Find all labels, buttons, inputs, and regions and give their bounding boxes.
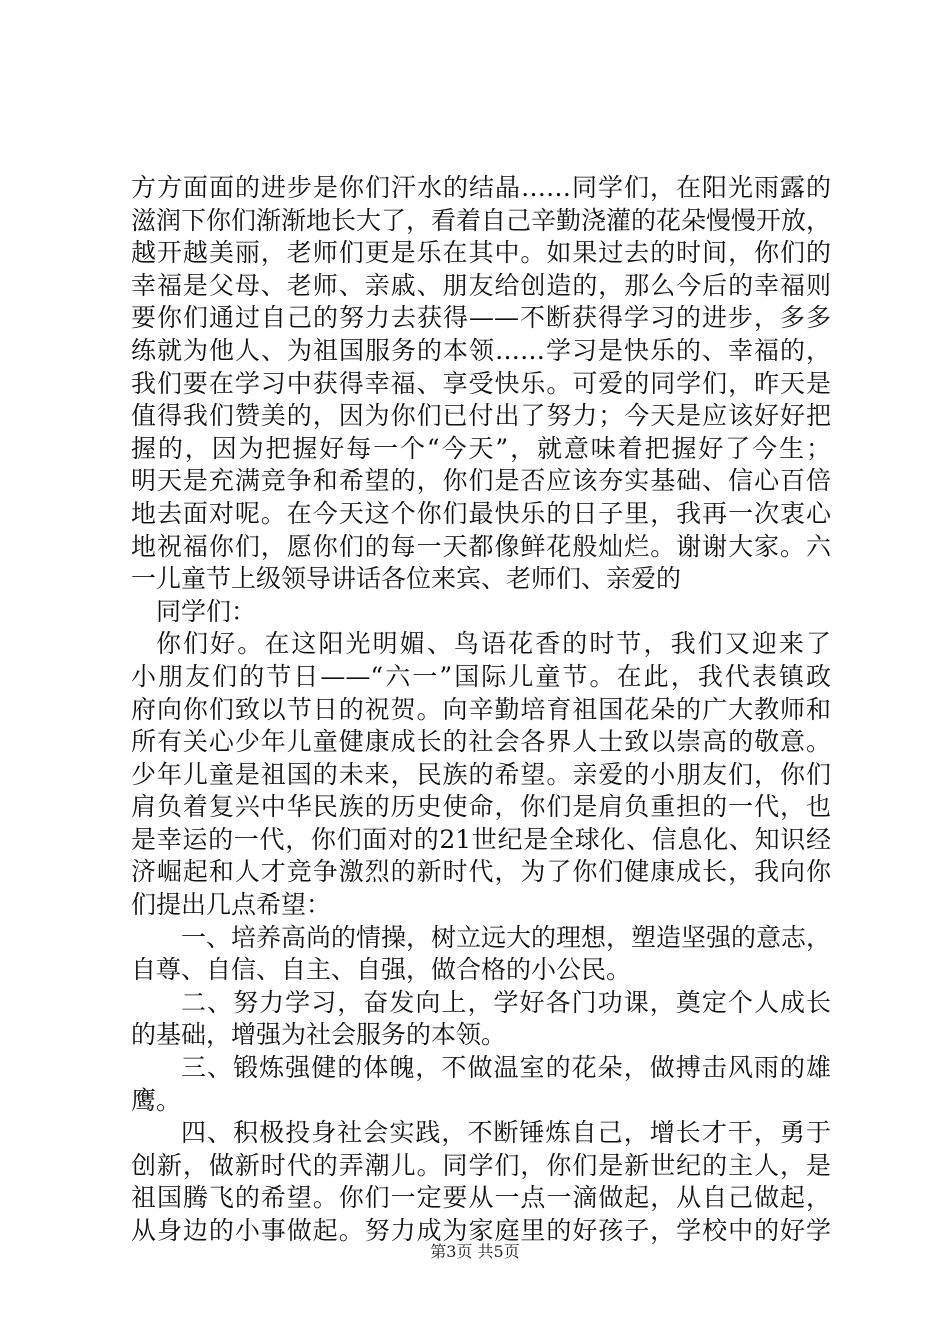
text-line: 济崛起和人才竞争激烈的新时代，为了你们健康成长，我向你 (131, 857, 831, 887)
text-line: 创新，做新时代的弄潮儿。同学们，你们是新世纪的主人，是 (131, 1150, 831, 1180)
text-line: 一、培养高尚的情操，树立远大的理想，塑造坚强的意志， (181, 922, 831, 952)
text-line: 地祝福你们，愿你们的每一天都像鲜花般灿烂。谢谢大家。六 (131, 531, 831, 561)
text-line: 你们好。在这阳光明媚、鸟语花香的时节，我们又迎来了 (156, 629, 831, 659)
text-line: 越开越美丽，老师们更是乐在其中。如果过去的时间，你们的 (131, 238, 831, 268)
text-line: 明天是充满竞争和希望的，你们是否应该夯实基础、信心百倍 (131, 466, 831, 496)
text-line: 三、锻炼强健的体魄，不做温室的花朵，做搏击风雨的雄 (181, 1053, 831, 1083)
document-body (131, 172, 831, 1248)
text-line: 练就为他人、为祖国服务的本领……学习是快乐的、幸福的， (131, 335, 831, 365)
page-footer: 第3页 共5页 (430, 1242, 520, 1261)
text-line: 一儿童节上级领导讲话各位来宾、老师们、亲爱的 (131, 564, 682, 594)
text-line: 值得我们赞美的，因为你们已付出了努力；今天是应该好好把 (131, 401, 831, 431)
text-line: 四、积极投身社会实践，不断锤炼自己，增长才干，勇于 (181, 1118, 831, 1148)
text-line: 小朋友们的节日——“六一”国际儿童节。在此，我代表镇政 (131, 661, 831, 691)
text-line: 地去面对呢。在今天这个你们最快乐的日子里，我再一次衷心 (131, 498, 831, 528)
text-line: 的基础，增强为社会服务的本领。 (131, 1020, 507, 1050)
text-line: 幸福是父母、老师、亲戚、朋友给创造的，那么今后的幸福则 (131, 270, 831, 300)
text-line: 方方面面的进步是你们汗水的结晶……同学们，在阳光雨露的 (131, 173, 831, 202)
text-line: 同学们： (156, 596, 257, 626)
text-line: 滋润下你们渐渐地长大了，看着自己辛勤浇灌的花朵慢慢开放， (131, 205, 831, 235)
text-line: 我们要在学习中获得幸福、享受快乐。可爱的同学们，昨天是 (131, 368, 831, 398)
text-line: 从身边的小事做起。努力成为家庭里的好孩子，学校中的好学 (131, 1216, 831, 1245)
text-line: 鹰。 (131, 1085, 182, 1115)
text-line: 府向你们致以节日的祝贺。向辛勤培育祖国花朵的广大教师和 (131, 694, 831, 724)
text-line: 自尊、自信、自主、自强，做合格的小公民。 (131, 955, 632, 985)
text-line: 少年儿童是祖国的未来，民族的希望。亲爱的小朋友们，你们 (131, 759, 831, 789)
text-line: 肩负着复兴中华民族的历史使命，你们是肩负重担的一代，也 (131, 792, 831, 822)
text-line: 二、努力学习，奋发向上，学好各门功课，奠定个人成长 (181, 987, 831, 1017)
text-line: 祖国腾飞的希望。你们一定要从一点一滴做起，从自己做起， (131, 1183, 831, 1213)
text-line: 所有关心少年儿童健康成长的社会各界人士致以崇高的敬意。 (131, 727, 831, 757)
text-line: 是幸运的一代，你们面对的21世纪是全球化、信息化、知识经 (131, 824, 831, 854)
text-line: 要你们通过自己的努力去获得——不断获得学习的进步，多多 (131, 303, 831, 333)
text-line: 握的，因为把握好每一个“今天”，就意味着把握好了今生； (131, 433, 831, 463)
text-line: 们提出几点希望： (131, 890, 332, 920)
